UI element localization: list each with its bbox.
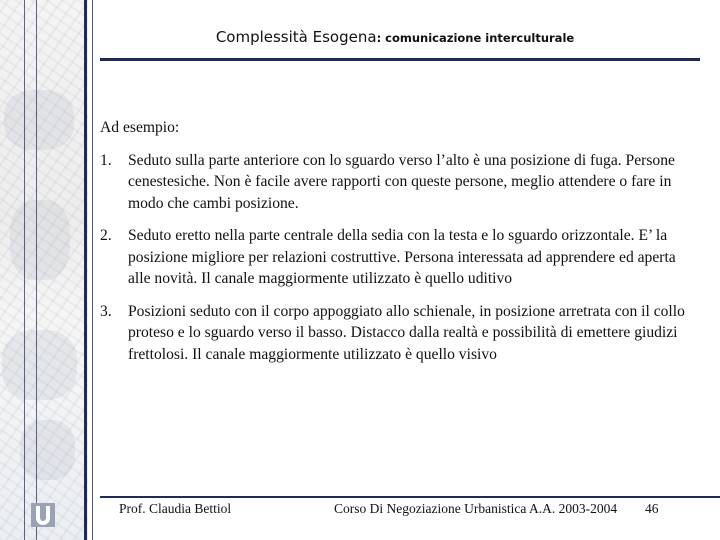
page-number: 46 [645,501,659,516]
intro-text: Ad esempio: [100,119,180,136]
decorative-map-strip [0,0,88,540]
slide-body [100,117,698,376]
title-divider [100,58,700,61]
list-item-number: 3. [100,302,112,320]
list-item-text: Seduto sulla parte anteriore con lo sguardo verso l’alto è una posizione di fuga. Persone cenestesiche. Non è facile avere rapporti con queste persone, meglio attendere o fare in modo che cambi posizione. [128,151,675,212]
footer-author: Prof. Claudia Bettiol [119,501,232,516]
footer-divider [100,496,720,498]
decorative-line [84,0,87,540]
list-item-text: Seduto eretto nella parte centrale della sedia con la testa e lo sguardo orizzontale. E’ la posizione migliore per relazioni costruttive. Persona interessata ad apprendere ed aperta alle novità. Il canale maggiormente utilizzato è quello uditivo [128,227,676,287]
list-item [100,301,698,366]
list-item-number: 2. [100,227,112,244]
slide-title-sub: : comunicazione interculturale [376,31,575,45]
slide-title [100,27,690,46]
decorative-line [92,0,93,540]
list-item-number: 1. [100,151,112,169]
footer-course: Corso Di Negoziazione Urbanistica A.A. 2003-2004 [334,501,618,516]
points-list [100,150,698,366]
university-logo-icon [28,500,58,530]
list-item [100,150,698,215]
slide-title-main: Complessità Esogena [215,28,377,46]
decorative-line [24,0,25,540]
list-item-text: Posizioni seduto con il corpo appoggiato allo schienale, in posizione arretrata con il collo proteso e lo sguardo verso il basso. Distacco dalla realtà e possibilità di emettere giudizi frettolosi. Il canale maggiormente utilizzato è quello visivo [128,302,685,363]
decorative-line [36,0,37,540]
list-item [100,225,698,290]
